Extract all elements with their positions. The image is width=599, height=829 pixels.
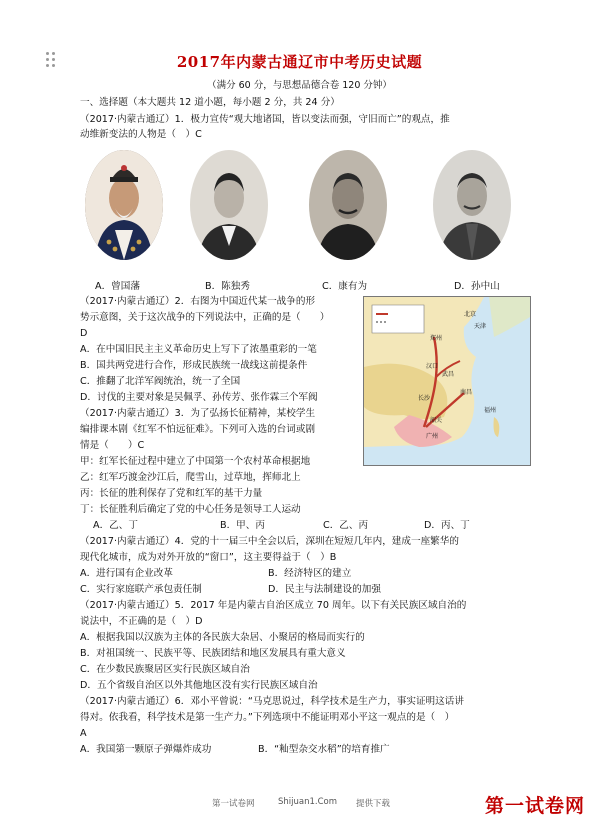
q2-option-c: C．推翻了北洋军阀统治，统一了全国: [80, 376, 241, 387]
q4-text-line: 现代化城市，成为对外开放的“窗口”，这主要得益于（ ）B: [80, 552, 337, 563]
map-label: 汉口: [426, 363, 439, 370]
map-label: 武昌: [442, 371, 455, 378]
q6-text-line: （2017·内蒙古通辽）6．邓小平曾说：“马克思说过，科学技术是生产力，事实证明这话讲: [80, 696, 464, 707]
q3-statement: 乙：红军巧渡金沙江后，爬雪山，过草地，挥师北上: [80, 472, 301, 483]
q3-text-line: 情是（ ）C: [80, 440, 145, 451]
q3-statement: 丙：长征的胜利保存了党和红军的基干力量: [80, 488, 263, 499]
section-heading: 一、选择题（本大题共 12 道小题，每小题 2 分，共 24 分）: [80, 97, 340, 108]
q4-option-a: A．进行国有企业改革: [80, 568, 173, 579]
q2-text-line: （2017·内蒙古通辽）2．右图为中国近代某一战争的形: [80, 296, 316, 307]
map-label: 福州: [484, 407, 497, 414]
q4-option-c: C．实行家庭联产承包责任制: [80, 584, 202, 595]
q5-text-line: （2017·内蒙古通辽）5．2017 年是内蒙古自治区成立 70 周年。以下有关民族区域自治的: [80, 600, 467, 611]
q5-option-d: D．五个省级自治区以外其他地区没有实行民族区域自治: [80, 680, 318, 691]
map-label: 广州: [426, 433, 439, 440]
q5-option-b: B．对祖国统一、民族平等、民族团结和地区发展具有重大意义: [80, 648, 346, 659]
map-label: 天津: [474, 323, 487, 330]
q6-option-b: B．“籼型杂交水稻”的培育推广: [258, 744, 390, 755]
page-title: 2017年内蒙古通辽市中考历史试题: [176, 53, 423, 71]
brand-watermark: 第一试卷网: [484, 795, 585, 817]
portrait-image: [433, 150, 511, 260]
page-subtitle: （满分 60 分，与思想品德合卷 120 分钟）: [207, 80, 392, 91]
q4-text-line: （2017·内蒙古通辽）4．党的十一届三中全会以后，深圳在短短几年内，建成一座繁华的: [80, 536, 459, 547]
q1-option-d: D．孙中山: [454, 281, 500, 292]
portrait-image: [190, 150, 268, 260]
war-situation-map: [363, 296, 531, 466]
q5-text-line: 说法中，不正确的是（ ）D: [80, 616, 203, 627]
portrait-image: [85, 150, 163, 260]
q3-statement: 甲：红军长征过程中建立了中国第一个农村革命根据地: [80, 456, 311, 467]
q6-option-a: A．我国第一颗原子弹爆炸成功: [80, 744, 212, 755]
q6-text-line: A: [80, 728, 87, 739]
q3-text-line: 编排课本剧《红军不怕远征难》。下列可入选的台词或剧: [80, 424, 316, 435]
q3-option-d: D．丙、丁: [424, 520, 470, 531]
q1-option-c: C．康有为: [322, 281, 368, 292]
q3-statement: 丁：长征胜利后确定了党的中心任务是领导工人运动: [80, 504, 301, 515]
map-label: 南昌: [460, 389, 473, 396]
q1-option-b: B．陈独秀: [205, 281, 250, 292]
footer-download-text: 提供下载: [356, 799, 391, 809]
q2-text-line: 势示意图，关于这次战争的下列说法中，正确的是（ ）: [80, 312, 330, 323]
q6-text-line: 得对。依我看，科学技术是第一生产力。”下列选项中不能证明邓小平这一观点的是（ ）: [80, 712, 455, 723]
portrait-image: [309, 150, 387, 260]
q3-text-line: （2017·内蒙古通辽）3．为了弘扬长征精神，某校学生: [80, 408, 316, 419]
q3-option-a: A．乙、丁: [93, 520, 138, 531]
q2-option-d: D．讨伐的主要对象是吴佩孚、孙传芳、张作霖三个军阀: [80, 392, 318, 403]
q5-option-c: C．在少数民族聚居区实行民族区域自治: [80, 664, 250, 675]
footer-site-url[interactable]: Shijuan1.Com: [278, 797, 338, 807]
q4-option-b: B．经济特区的建立: [268, 568, 352, 579]
footer-site-name: 第一试卷网: [212, 799, 255, 809]
q1-option-a: A．曾国藩: [95, 281, 140, 292]
q2-text-line: D: [80, 328, 88, 339]
map-label: 郑州: [430, 335, 443, 342]
q1-text-line-1: （2017·内蒙古通辽）1．极力宣传“观大地诸国，皆以变法而强，守旧而亡”的观点，推: [80, 114, 450, 125]
map-label: 北京: [464, 311, 477, 318]
q1-text-line-2: 动维新变法的人物是（ ）C: [80, 129, 202, 140]
q2-option-b: B．国共两党进行合作，形成民族统一战线这前提条件: [80, 360, 308, 371]
q3-option-b: B．甲、丙: [220, 520, 265, 531]
q5-option-a: A．根据我国以汉族为主体的各民族大杂居、小聚居的格局而实行的: [80, 632, 365, 643]
map-label: 长沙: [418, 395, 431, 402]
q3-option-c: C．乙、丙: [323, 520, 369, 531]
map-label: 韶关: [430, 417, 443, 424]
q2-option-a: A．在中国旧民主主义革命历史上写下了浓墨重彩的一笔: [80, 344, 317, 355]
q4-option-d: D．民主与法制建设的加强: [268, 584, 381, 595]
